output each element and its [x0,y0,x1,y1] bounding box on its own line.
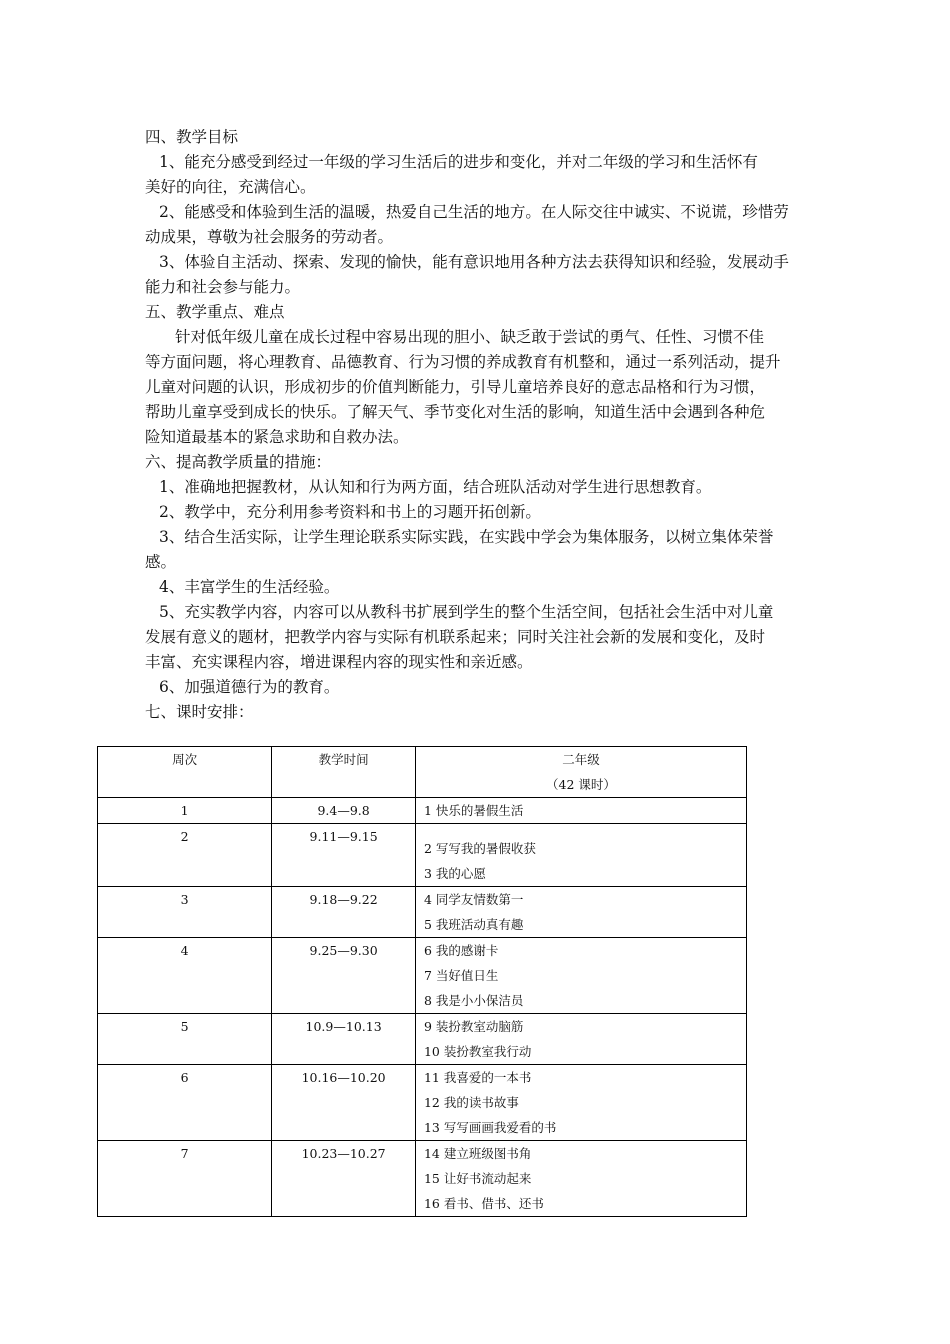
teaching-time: 9.18—9.22 [309,892,378,907]
goal-1-line-1: 1、能充分感受到经过一年级的学习生活后的进步和变化，并对二年级的学习和生活怀有 [159,153,758,171]
week-number: 1 [180,803,189,818]
teaching-time: 9.4—9.8 [317,803,370,818]
week-number: 2 [180,829,189,844]
lessons-cell [415,824,746,887]
table-row [98,1014,747,1065]
week-cell [98,1065,272,1141]
measure-5-line-1: 5、充实教学内容，内容可以从教科书扩展到学生的整个生活空间，包括社会生活中对儿童 [159,603,774,621]
table-row [98,1065,747,1141]
teaching-time: 9.25—9.30 [309,943,378,958]
week-cell [98,887,272,938]
lesson-item: 12 我的读书故事 [423,1095,519,1110]
lesson-item: 15 让好书流动起来 [423,1171,532,1186]
measure-3-line-2: 感。 [145,553,177,571]
lesson-item: 9 装扮教室动脑筋 [423,1019,524,1034]
focus-line-5: 险知道最基本的紧急求助和自救办法。 [145,428,409,446]
table-row [98,798,747,824]
week-cell [98,798,272,824]
lesson-item: 6 我的感谢卡 [423,943,499,958]
header-week: 周次 [172,752,198,767]
measure-1-line-1: 1、准确地把握教材，从认知和行为两方面，结合班队活动对学生进行思想教育。 [159,478,712,496]
lesson-item: 4 同学友情数第一 [423,892,524,907]
section-focus-title: 五、教学重点、难点 [145,303,285,321]
time-cell [272,938,416,1014]
lesson-item: 14 建立班级图书角 [423,1146,532,1161]
lesson-item: 8 我是小小保洁员 [423,993,524,1008]
time-cell [272,887,416,938]
measure-4-line-1: 4、丰富学生的生活经验。 [159,578,340,596]
time-cell [272,1014,416,1065]
table-header-row [98,747,747,798]
teaching-time: 9.11—9.15 [309,829,378,844]
goal-2-line-1: 2、能感受和体验到生活的温暖，热爱自己生活的地方。在人际交往中诚实、不说谎，珍惜劳 [159,203,789,221]
cell-spacer [416,824,746,836]
lesson-item: 10 装扮教室我行动 [423,1044,532,1059]
measure-5-line-3: 丰富、充实课程内容，增进课程内容的现实性和亲近感。 [145,653,533,671]
lesson-item: 2 写写我的暑假收获 [423,841,536,856]
header-time: 教学时间 [318,752,369,767]
lessons-cell [415,887,746,938]
schedule-table [97,746,747,1217]
header-grade-cell [415,747,746,798]
measure-2-line-1: 2、教学中，充分利用参考资料和书上的习题开拓创新。 [159,503,541,521]
teaching-time: 10.16—10.20 [301,1070,386,1085]
lesson-item: 1 快乐的暑假生活 [423,803,524,818]
lesson-item: 3 我的心愿 [423,866,486,881]
lesson-item: 16 看书、借书、还书 [423,1196,544,1211]
table-row [98,824,747,887]
week-number: 5 [180,1019,189,1034]
lesson-item: 11 我喜爱的一本书 [423,1070,532,1085]
week-number: 3 [180,892,189,907]
header-grade-sub: （42 课时） [546,777,616,792]
lessons-cell [415,1014,746,1065]
week-number: 6 [180,1070,189,1085]
week-cell [98,1141,272,1217]
time-cell [272,1065,416,1141]
focus-line-2: 等方面问题，将心理教育、品德教育、行为习惯的养成教育有机整和，通过一系列活动，提升 [145,353,781,371]
time-cell [272,824,416,887]
time-cell [272,1141,416,1217]
lesson-item: 13 写写画画我爱看的书 [423,1120,557,1135]
week-cell [98,938,272,1014]
goal-3-line-2: 能力和社会参与能力。 [145,278,301,296]
week-cell [98,1014,272,1065]
week-number: 7 [180,1146,189,1161]
table-row [98,938,747,1014]
goal-2-line-2: 动成果，尊敬为社会服务的劳动者。 [145,228,394,246]
section-goals-title: 四、教学目标 [145,128,239,146]
goal-1-line-2: 美好的向往，充满信心。 [145,178,316,196]
week-cell [98,824,272,887]
document-body [145,125,810,725]
header-grade: 二年级 [562,752,600,767]
section-schedule-title: 七、课时安排： [145,703,254,721]
measure-5-line-2: 发展有意义的题材，把教学内容与实际有机联系起来；同时关注社会新的发展和变化，及时 [145,628,766,646]
lessons-cell [415,1141,746,1217]
time-cell [272,798,416,824]
teaching-time: 10.9—10.13 [305,1019,382,1034]
table-row [98,887,747,938]
goal-3-line-1: 3、体验自主活动、探索、发现的愉快，能有意识地用各种方法去获得知识和经验，发展动手 [159,253,789,271]
week-number: 4 [180,943,189,958]
lessons-cell [415,1065,746,1141]
header-week-cell [98,747,272,798]
lesson-item: 5 我班活动真有趣 [423,917,524,932]
focus-line-3: 儿童对问题的认识，形成初步的价值判断能力，引导儿童培养良好的意志品格和行为习惯， [145,378,766,396]
teaching-time: 10.23—10.27 [301,1146,386,1161]
table-row [98,1141,747,1217]
lessons-cell [415,938,746,1014]
section-measures-title: 六、提高教学质量的措施： [145,453,332,471]
measure-6-line-1: 6、加强道德行为的教育。 [159,678,340,696]
schedule-body [98,798,747,1217]
focus-line-1: 针对低年级儿童在成长过程中容易出现的胆小、缺乏敢于尝试的勇气、任性、习惯不佳 [175,328,765,346]
lessons-cell [415,798,746,824]
measure-3-line-1: 3、结合生活实际，让学生理论联系实际实践，在实践中学会为集体服务，以树立集体荣誉 [159,528,774,546]
header-time-cell [272,747,416,798]
lesson-item: 7 当好值日生 [423,968,499,983]
focus-line-4: 帮助儿童享受到成长的快乐。了解天气、季节变化对生活的影响，知道生活中会遇到各种危 [145,403,766,421]
